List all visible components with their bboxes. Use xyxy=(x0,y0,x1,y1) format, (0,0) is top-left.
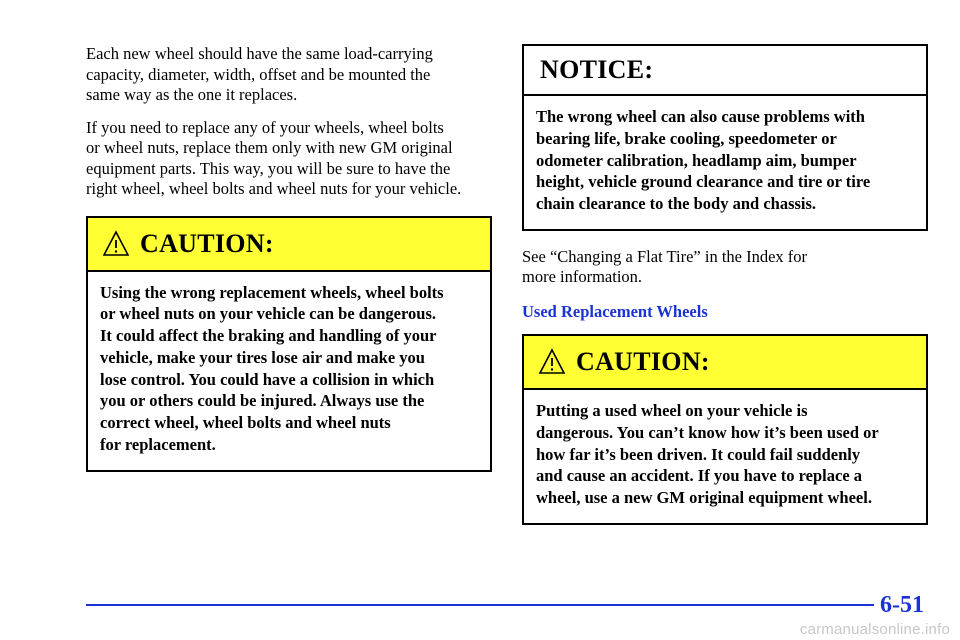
warning-triangle-icon xyxy=(102,230,130,258)
wheel-spec-paragraph: Each new wheel should have the same load‐carrying capacity, diameter, width, offset and be mounted the same way as the one it replaces. xyxy=(86,44,433,104)
page-number: 6-51 xyxy=(880,592,924,618)
notice-header xyxy=(524,46,926,96)
warning-triangle-icon xyxy=(538,348,566,376)
wheel-replacement-paragraph: If you need to replace any of your wheels, wheel bolts or wheel nuts, replace them only with new GM original equipment parts. This way, you will be sure to have the right wheel, wheel bolts and wheel nuts for your vehicle. xyxy=(86,117,462,198)
right-column xyxy=(522,44,930,525)
watermark: carmanualsonline.info xyxy=(799,621,950,638)
left-column xyxy=(86,44,494,472)
caution-box-wrong-wheels xyxy=(86,216,492,472)
caution-title: CAUTION: xyxy=(140,228,274,258)
footer-rule xyxy=(86,604,874,606)
caution-header xyxy=(88,218,490,272)
see-also-paragraph: See “Changing a Flat Tire” in the Index for more information. xyxy=(522,246,808,287)
notice-box xyxy=(522,44,928,231)
notice-title: NOTICE: xyxy=(540,55,654,84)
caution-title: CAUTION: xyxy=(576,346,710,376)
notice-text: The wrong wheel can also cause problems with bearing life, brake cooling, speedometer or odometer calibration, headlamp aim, bumper height, vehicle ground clearance and tire or tire chain clearance to the body and chassis. xyxy=(536,107,871,214)
caution-box-used-wheels xyxy=(522,334,928,525)
section-subheading: Used Replacement Wheels xyxy=(522,301,708,321)
caution-text: Using the wrong replacement wheels, wheel bolts or wheel nuts on your vehicle can be dangerous. It could affect the braking and handling of your vehicle, make your tires lose air and make you lose control. You could have a collision in which you or others could be injured. Always use the correct wheel, wheel bolts and wheel nuts for replacement. xyxy=(100,282,444,455)
caution-text: Putting a used wheel on your vehicle is dangerous. You can’t know how it’s been used or how far it’s been driven. It could fail suddenly and cause an accident. If you have to replace a wheel, use a new GM original equipment wheel. xyxy=(536,400,879,508)
caution-header xyxy=(524,336,926,390)
